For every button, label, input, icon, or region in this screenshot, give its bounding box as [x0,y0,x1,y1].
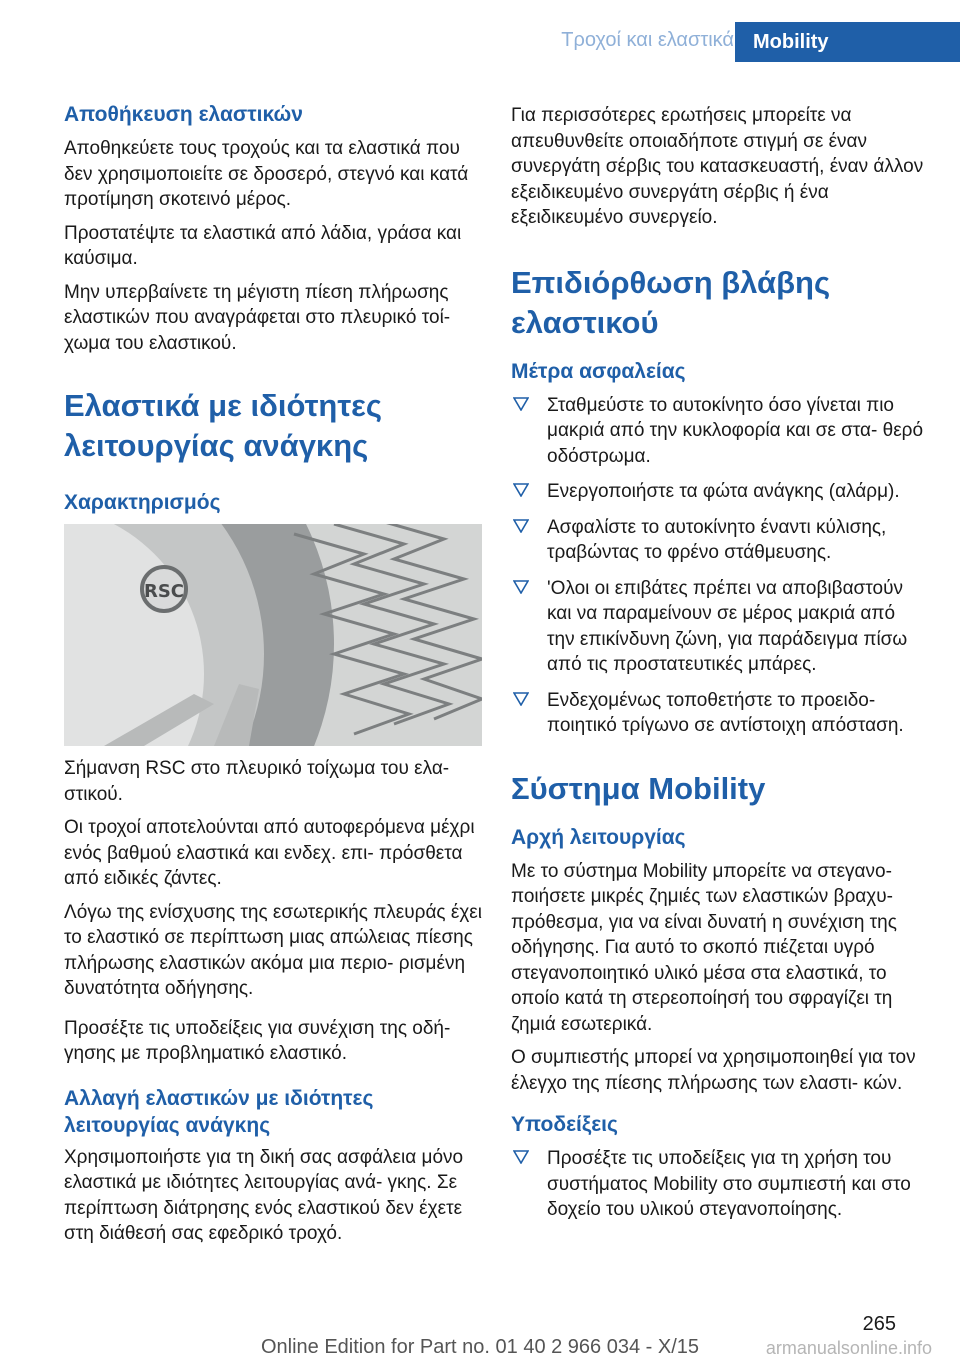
paragraph: Προσέξτε τις υποδείξεις για συνέχιση της οδή‐ γησης με προβληματικό ελαστικό. [64,1017,451,1064]
watermark-text: armanualsonline.info [765,1338,932,1358]
triangle-bullet-icon [513,397,529,411]
list-item-text: Προσέξτε τις υποδείξεις για τη χρήση του συστήματος Mobility στο συμπιεστή και στο δοχείο του υλικού στεγανοποίησης. [547,1148,911,1220]
heading-notes: Υποδείξεις [511,1113,618,1136]
heading-mobility-system: Σύστημα Mobility [511,770,766,806]
safety-list [511,393,926,739]
paragraph: Οι τροχοί αποτελούνται από αυτοφερόμενα μέχρι ενός βαθμού ελαστικά και ενδεχ. επι‐ πρόσθετα από ειδικές ζάντες. [64,817,475,889]
list-item-text: Ενεργοποιήστε τα φώτα ανάγκης (αλάρμ). [547,481,900,502]
triangle-bullet-icon [513,1150,529,1164]
page-number: 265 [862,1313,896,1335]
triangle-bullet-icon [513,692,529,706]
list-item [511,479,926,505]
triangle-bullet-icon [513,519,529,533]
paragraph: Αποθηκεύετε τους τροχούς και τα ελαστικά που δεν χρησιμοποιείτε σε δροσερό, στεγνό και κατά προτίμηση σκοτεινό μέρος. [64,138,469,210]
heading-tire-repair: Επιδιόρθωση βλάβης ελαστικού [511,264,831,340]
page-header [0,0,960,62]
paragraph: Για περισσότερες ερωτήσεις μπορείτε να απευθυνθείτε οποιαδήποτε στιγμή σε έναν συνεργάτη σέρβις του κατασκευαστή, έναν άλλον εξειδικευμένο συνεργάτη σέρβις ή ένα εξειδικευμένο συνεργείο. [511,105,924,228]
rsc-tire-illustration [64,524,482,746]
list-item-text: Ασφαλίστε το αυτοκίνητο έναντι κύλισης, τραβώντας το φρένο στάθμευσης. [547,516,887,563]
heading-characteristics: Χαρακτηρισμός [64,491,221,514]
list-item-text: 'Ολοι οι επιβάτες πρέπει να αποβιβαστούν και να παραμείνουν σε μέρος μακριά από την επικίνδυνη ζώνη, για παράδειγμα πίσω από τις προστατευτικές μπάρες. [547,577,908,675]
heading-operating-principle: Αρχή λειτουργίας [511,825,686,849]
list-item-text: Σταθμεύστε το αυτοκίνητο όσο γίνεται πιο μακριά από την κυκλοφορία και σε στα‐ θερό οδόστρωμα. [547,394,924,467]
heading-runflat-tires: Ελαστικά με ιδιότητες λειτουργίας ανάγκης [64,388,383,463]
image-caption: Σήμανση RSC στο πλευρικό τοίχωμα του ελα‐ στικού. [64,758,450,805]
tire-illustration-icon [64,524,482,746]
paragraph: Λόγω της ενίσχυσης της εσωτερικής πλευράς έχει το ελαστικό σε περίπτωση μιας απώλειας πίεσης πλήρωσης ελαστικών ακόμα μια περιο‐ ρισμένη δυνατότητα οδήγησης. [64,901,482,999]
header-chapter-tab: Mobility [735,22,960,62]
list-item [511,576,926,678]
list-item [511,1146,926,1223]
triangle-bullet-icon [513,580,529,594]
heading-change-runflat-tires: Αλλαγή ελαστικών με ιδιότητες λειτουργίας ανάγκης [64,1086,374,1137]
paragraph: Χρησιμοποιήστε για τη δική σας ασφάλεια μόνο ελαστικά με ιδιότητες λειτουργίας ανά‐ γκης. Σε περίπτωση διάτρησης ενός ελαστικού δεν έχετε στη διάθεσή σας εφεδρικό τροχό. [64,1146,464,1244]
notes-list [511,1146,926,1223]
paragraph: Ο συμπιεστής μπορεί να χρησιμοποιηθεί για τον έλεγχο της πίεσης πλήρωσης των ελαστι‐ κών. [511,1047,916,1094]
heading-tire-storage: Αποθήκευση ελαστικών [64,103,303,126]
heading-safety-measures: Μέτρα ασφαλείας [511,359,686,383]
right-column [511,100,926,1233]
paragraph: Προστατέψτε τα ελαστικά από λάδια, γράσα και καύσιμα. [64,222,462,269]
svg-text:RSC: RSC [143,581,185,602]
footer-edition: Online Edition for Part no. 01 40 2 966 034 - X/15 [260,1336,700,1358]
list-item [511,515,926,566]
triangle-bullet-icon [513,483,529,497]
header-section-title: Τροχοί και ελαστικά [561,29,734,51]
list-item [511,688,926,739]
paragraph: Με το σύστημα Mobility μπορείτε να στεγανο‐ ποιήσετε μικρές ζημιές των ελαστικών βραχυ‐ πρόθεσμα, για να είναι δυνατή η συνέχιση της οδήγησης. Για αυτό το σκοπό πιέζεται υγρό στεγανοποιητικό υλικό μέσα στα ελαστικά, το οποίο κατά τη στερεοποίησή του σφραγίζει τη ζημιά εσωτερικά. [511,860,897,1035]
left-column [64,100,484,1255]
paragraph: Μην υπερβαίνετε τη μέγιστη πίεση πλήρωσης ελαστικών που αναγράφεται στο πλευρικό τοί‐ χωμα του ελαστικού. [64,281,451,354]
list-item [511,393,926,470]
list-item-text: Ενδεχομένως τοποθετήστε το προειδο‐ ποιητικό τρίγωνο σε αντίστοιχη απόσταση. [547,689,904,736]
